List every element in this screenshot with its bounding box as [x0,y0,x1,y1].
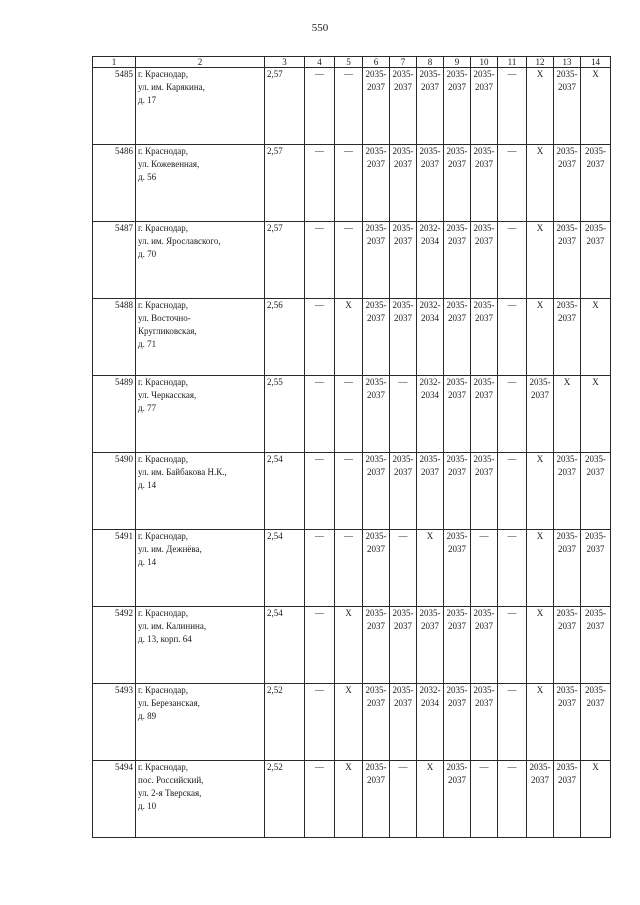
col14-cell: 2035- 2037 [581,684,611,761]
col12-cell: Х [527,453,554,530]
table-row [93,68,611,145]
col5-cell: — [335,453,363,530]
table-row [93,145,611,222]
column-header: 5 [335,57,363,68]
address-cell: г. Краснодар, ул. Кожевенная, д. 56 [136,145,265,222]
column-header: 13 [554,57,581,68]
col11-cell: — [498,607,527,684]
col13-cell: Х [554,376,581,453]
col6-cell: 2035- 2037 [363,376,390,453]
col7-cell: 2035- 2037 [390,299,417,376]
value-cell: 2,57 [265,222,305,299]
col14-cell: 2035- 2037 [581,222,611,299]
row-number: 5492 [93,607,136,684]
col5-cell: — [335,68,363,145]
table-row [93,761,611,838]
col4-cell: — [305,530,335,607]
col5-cell: Х [335,299,363,376]
col11-cell: — [498,299,527,376]
address-cell: г. Краснодар, ул. Березанская, д. 89 [136,684,265,761]
row-number: 5488 [93,299,136,376]
col13-cell: 2035- 2037 [554,530,581,607]
col14-cell: 2035- 2037 [581,607,611,684]
col13-cell: 2035- 2037 [554,607,581,684]
value-cell: 2,54 [265,453,305,530]
col9-cell: 2035- 2037 [444,376,471,453]
column-header: 6 [363,57,390,68]
col10-cell: 2035- 2037 [471,684,498,761]
col7-cell: — [390,530,417,607]
col12-cell: Х [527,684,554,761]
col12-cell: Х [527,222,554,299]
table-row [93,684,611,761]
col7-cell: 2035- 2037 [390,684,417,761]
value-cell: 2,57 [265,68,305,145]
col5-cell: — [335,530,363,607]
col9-cell: 2035- 2037 [444,684,471,761]
col14-cell: Х [581,761,611,838]
address-cell: г. Краснодар, пос. Российский, ул. 2-я Тверская, д. 10 [136,761,265,838]
column-header: 4 [305,57,335,68]
row-number: 5489 [93,376,136,453]
col8-cell: 2035- 2037 [417,607,444,684]
col13-cell: 2035- 2037 [554,453,581,530]
table-row [93,299,611,376]
row-number: 5493 [93,684,136,761]
col7-cell: — [390,761,417,838]
col9-cell: 2035- 2037 [444,145,471,222]
col9-cell: 2035- 2037 [444,530,471,607]
col13-cell: 2035- 2037 [554,299,581,376]
row-number: 5487 [93,222,136,299]
col6-cell: 2035- 2037 [363,68,390,145]
col4-cell: — [305,376,335,453]
col9-cell: 2035- 2037 [444,607,471,684]
column-header: 1 [93,57,136,68]
col4-cell: — [305,761,335,838]
col4-cell: — [305,453,335,530]
header-row [93,57,611,68]
col12-cell: Х [527,68,554,145]
col7-cell: — [390,376,417,453]
col12-cell: Х [527,299,554,376]
col7-cell: 2035- 2037 [390,68,417,145]
col9-cell: 2035- 2037 [444,453,471,530]
col12-cell: Х [527,145,554,222]
col10-cell: — [471,761,498,838]
col10-cell: 2035- 2037 [471,376,498,453]
col11-cell: — [498,453,527,530]
col11-cell: — [498,684,527,761]
column-header: 2 [136,57,265,68]
col10-cell: 2035- 2037 [471,299,498,376]
row-number: 5491 [93,530,136,607]
col9-cell: 2035- 2037 [444,68,471,145]
col12-cell: 2035- 2037 [527,761,554,838]
col13-cell: 2035- 2037 [554,68,581,145]
col14-cell: Х [581,68,611,145]
col6-cell: 2035- 2037 [363,222,390,299]
col8-cell: 2032- 2034 [417,222,444,299]
column-header: 8 [417,57,444,68]
col8-cell: 2035- 2037 [417,453,444,530]
row-number: 5486 [93,145,136,222]
column-header: 3 [265,57,305,68]
col11-cell: — [498,145,527,222]
col4-cell: — [305,222,335,299]
column-header: 10 [471,57,498,68]
value-cell: 2,52 [265,761,305,838]
table-row [93,376,611,453]
column-header: 9 [444,57,471,68]
address-cell: г. Краснодар, ул. Черкасская, д. 77 [136,376,265,453]
col8-cell: 2032- 2034 [417,684,444,761]
col7-cell: 2035- 2037 [390,222,417,299]
col4-cell: — [305,299,335,376]
col6-cell: 2035- 2037 [363,299,390,376]
col5-cell: — [335,376,363,453]
table-body [93,68,611,838]
col13-cell: 2035- 2037 [554,222,581,299]
col4-cell: — [305,607,335,684]
col6-cell: 2035- 2037 [363,530,390,607]
col8-cell: 2035- 2037 [417,68,444,145]
col10-cell: 2035- 2037 [471,607,498,684]
col10-cell: 2035- 2037 [471,453,498,530]
col7-cell: 2035- 2037 [390,607,417,684]
col8-cell: 2035- 2037 [417,145,444,222]
value-cell: 2,55 [265,376,305,453]
col11-cell: — [498,68,527,145]
col8-cell: 2032- 2034 [417,376,444,453]
page-number: 550 [311,22,329,34]
col5-cell: Х [335,684,363,761]
col14-cell: Х [581,299,611,376]
col11-cell: — [498,761,527,838]
column-header: 12 [527,57,554,68]
table-row [93,453,611,530]
col14-cell: 2035- 2037 [581,453,611,530]
housing-register-table [92,56,611,838]
col5-cell: — [335,222,363,299]
address-cell: г. Краснодар, ул. им. Дежнёва, д. 14 [136,530,265,607]
col11-cell: — [498,530,527,607]
col7-cell: 2035- 2037 [390,453,417,530]
address-cell: г. Краснодар, ул. им. Калинина, д. 13, корп. 64 [136,607,265,684]
col4-cell: — [305,68,335,145]
col6-cell: 2035- 2037 [363,145,390,222]
col14-cell: 2035- 2037 [581,530,611,607]
table-row [93,222,611,299]
col5-cell: Х [335,607,363,684]
table-row [93,530,611,607]
row-number: 5490 [93,453,136,530]
col12-cell: 2035- 2037 [527,376,554,453]
column-header: 11 [498,57,527,68]
col10-cell: 2035- 2037 [471,145,498,222]
value-cell: 2,52 [265,684,305,761]
column-header: 14 [581,57,611,68]
address-cell: г. Краснодар, ул. им. Карякина, д. 17 [136,68,265,145]
row-number: 5485 [93,68,136,145]
col6-cell: 2035- 2037 [363,684,390,761]
row-number: 5494 [93,761,136,838]
value-cell: 2,57 [265,145,305,222]
col6-cell: 2035- 2037 [363,607,390,684]
col8-cell: Х [417,761,444,838]
col6-cell: 2035- 2037 [363,761,390,838]
col12-cell: Х [527,530,554,607]
col9-cell: 2035- 2037 [444,222,471,299]
col9-cell: 2035- 2037 [444,761,471,838]
col14-cell: 2035- 2037 [581,145,611,222]
col6-cell: 2035- 2037 [363,453,390,530]
column-header: 7 [390,57,417,68]
col7-cell: 2035- 2037 [390,145,417,222]
value-cell: 2,54 [265,530,305,607]
col10-cell: 2035- 2037 [471,222,498,299]
table-row [93,607,611,684]
col9-cell: 2035- 2037 [444,299,471,376]
col8-cell: Х [417,530,444,607]
col13-cell: 2035- 2037 [554,684,581,761]
col10-cell: — [471,530,498,607]
col10-cell: 2035- 2037 [471,68,498,145]
address-cell: г. Краснодар, ул. им. Байбакова Н.К., д. 14 [136,453,265,530]
col12-cell: Х [527,607,554,684]
col11-cell: — [498,222,527,299]
address-cell: г. Краснодар, ул. Восточно- Кругликовская, д. 71 [136,299,265,376]
col13-cell: 2035- 2037 [554,145,581,222]
col5-cell: — [335,145,363,222]
address-cell: г. Краснодар, ул. им. Ярославского, д. 70 [136,222,265,299]
col13-cell: 2035- 2037 [554,761,581,838]
col4-cell: — [305,684,335,761]
col4-cell: — [305,145,335,222]
col14-cell: Х [581,376,611,453]
col11-cell: — [498,376,527,453]
col8-cell: 2032- 2034 [417,299,444,376]
value-cell: 2,54 [265,607,305,684]
col5-cell: Х [335,761,363,838]
value-cell: 2,56 [265,299,305,376]
